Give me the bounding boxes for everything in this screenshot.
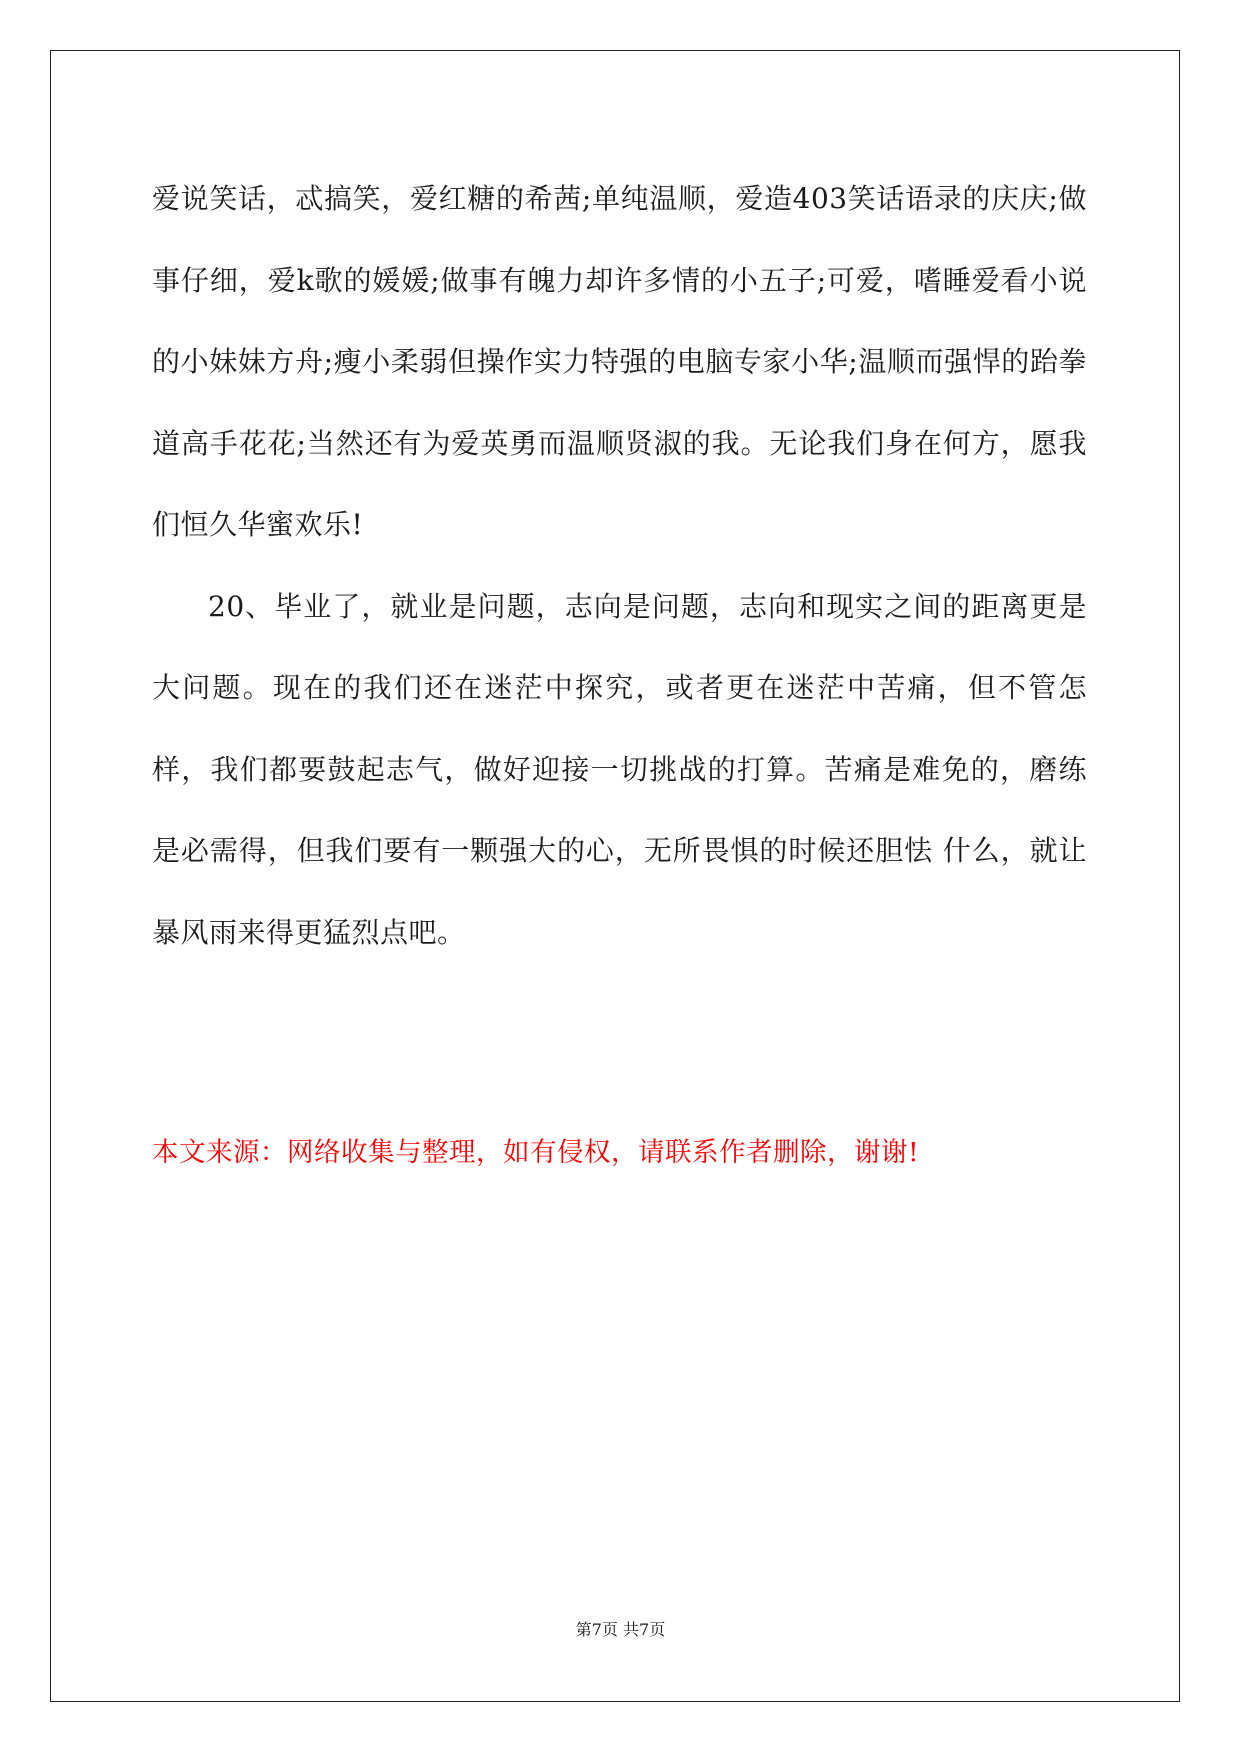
page-number-footer: 第7页 共7页 (575, 1620, 666, 1639)
document-body (152, 158, 1087, 973)
paragraph-2: 20、毕业了，就业是问题，志向是问题，志向和现实之间的距离更是大问题。现在的我们还在迷茫中探究，或者更在迷茫中苦痛，但不管怎样，我们都要鼓起志气，做好迎接一切挑战的打算。苦痛是难免的，磨练是必需得，但我们要有一颗强大的心，无所畏惧的时候还胆怯 什么，就让暴风雨来得更猛烈点吧。 (152, 589, 1087, 949)
source-note: 本文来源：网络收集与整理，如有侵权，请联系作者删除，谢谢! (152, 1137, 920, 1168)
paragraph-1: 爱说笑话，忒搞笑，爱红糖的希茜;单纯温顺，爱造403笑话语录的庆庆;做事仔细，爱k歌的媛媛;做事有魄力却许多情的小五子;可爱，嗜睡爱看小说的小妹妹方舟;瘦小柔弱但操作实力特强的电脑专家小华;温顺而强悍的跆拳道高手花花;当然还有为爱英勇而温顺贤淑的我。无论我们身在何方，愿我们恒久华蜜欢乐! (152, 182, 1087, 541)
